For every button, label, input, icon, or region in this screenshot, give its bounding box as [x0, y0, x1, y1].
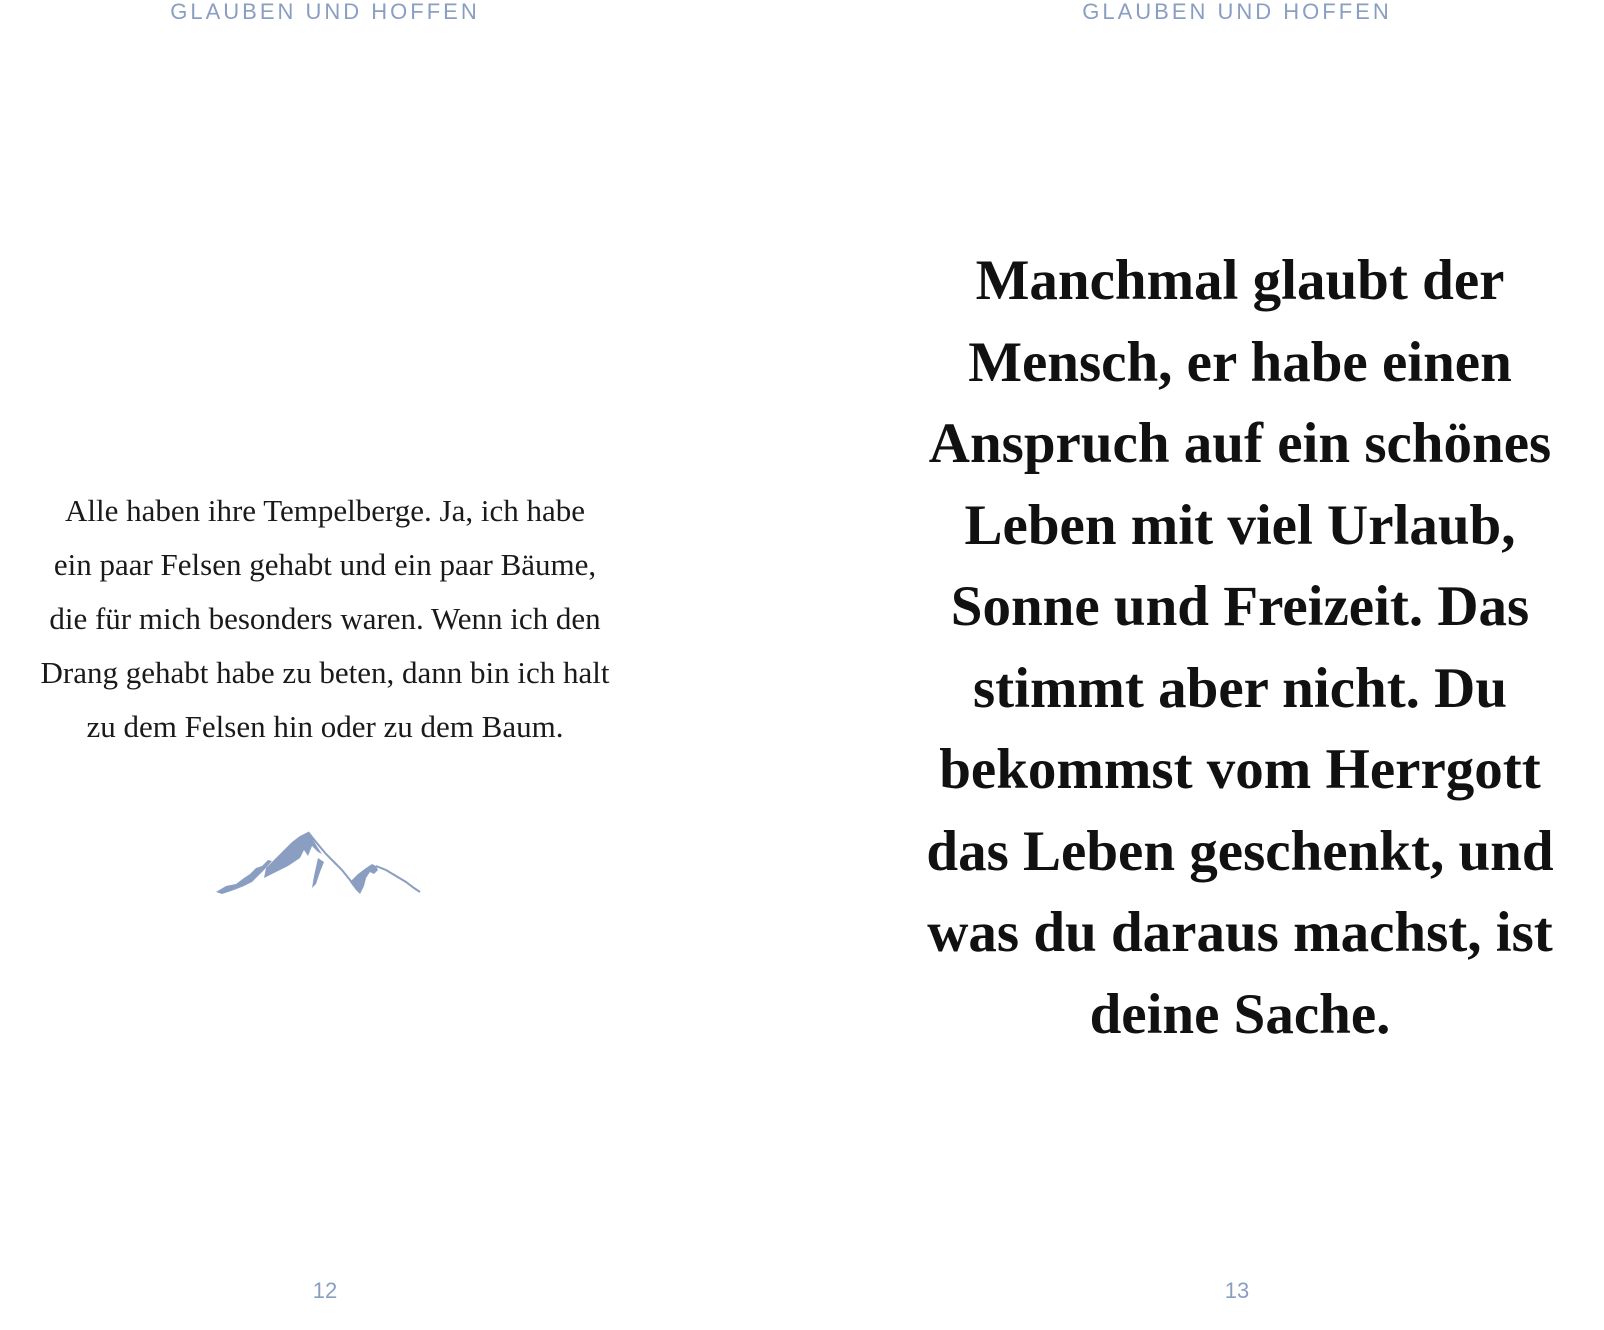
quote-line: bekommst vom Herrgott — [939, 738, 1541, 801]
quote-line: Anspruch auf ein schönes — [928, 412, 1552, 475]
mountain-icon — [214, 828, 422, 900]
quote-text — [910, 240, 1570, 1055]
quote-line: das Leben geschenkt, und — [926, 819, 1554, 883]
text-line: Alle haben ihre Tempelberge. Ja, ich habe — [64, 493, 586, 528]
page-number: 12 — [312, 1278, 338, 1303]
page-number: 13 — [1224, 1278, 1250, 1303]
text-line: ein paar Felsen gehabt und ein paar Bäume, — [53, 547, 597, 582]
quote-line: Leben mit viel Urlaub, — [964, 493, 1516, 557]
left-page — [0, 0, 650, 1330]
quote-line: Manchmal glaubt der — [975, 249, 1505, 312]
running-head: GLAUBEN UND HOFFEN — [170, 0, 480, 24]
body-text — [0, 484, 650, 754]
quote-line: Sonne und Freizeit. Das — [950, 575, 1530, 638]
text-line: zu dem Felsen hin oder zu dem Baum. — [86, 709, 564, 744]
quote-line: was du daraus machst, ist — [927, 901, 1553, 964]
running-head: GLAUBEN UND HOFFEN — [1082, 0, 1392, 24]
text-line: die für mich besonders waren. Wenn ich den — [49, 601, 601, 636]
right-page — [926, 0, 1604, 1330]
quote-line: deine Sache. — [1089, 982, 1391, 1046]
quote-line: Mensch, er habe einen — [968, 330, 1512, 394]
text-line: Drang gehabt habe zu beten, dann bin ich halt — [40, 655, 610, 690]
quote-line: stimmt aber nicht. Du — [972, 656, 1508, 720]
